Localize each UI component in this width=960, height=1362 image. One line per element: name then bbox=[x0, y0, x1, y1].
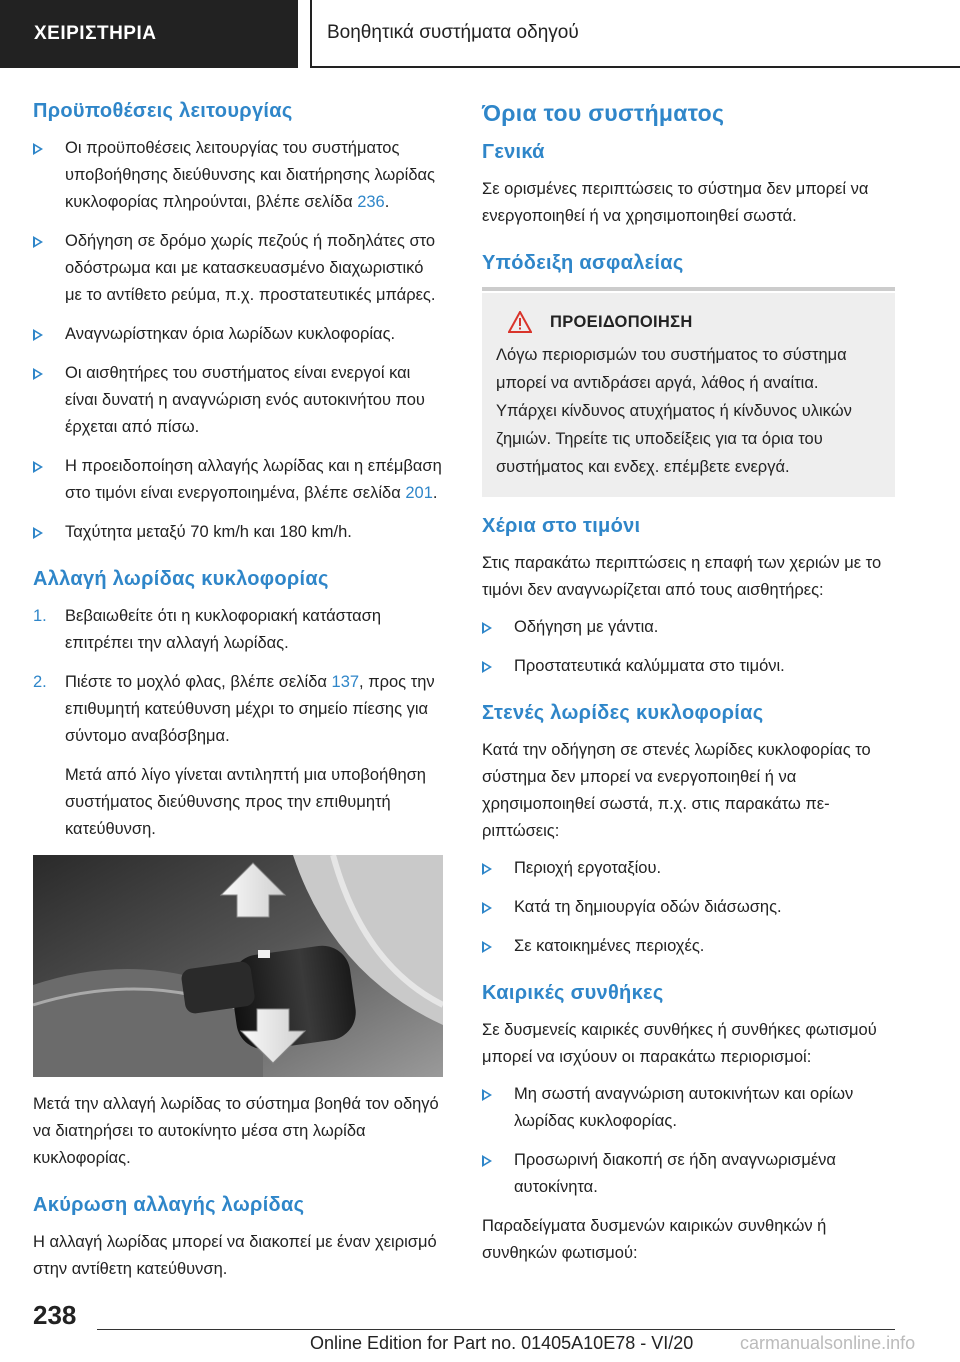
watermark-text: carmanualsonline.info bbox=[740, 1333, 916, 1353]
chapter-tab: ΧΕΙΡΙΣΤΗΡΙΑ bbox=[0, 0, 298, 68]
step-number: 2. bbox=[33, 673, 47, 691]
weather-examples-text: Παραδείγματα δυσμενών καιρικών συνθηκών ή συνθηκών φωτισμού: bbox=[482, 1217, 827, 1262]
list-item: Ταχύτητα μεταξύ 70 km/h και 180 km/h. bbox=[33, 519, 443, 546]
footer-rule bbox=[97, 1329, 895, 1330]
safety-heading: Υπόδειξη ασφαλείας bbox=[482, 252, 684, 274]
warning-header bbox=[496, 311, 881, 333]
warning-title: ΠΡΟΕΙΔΟΠΟΙΗΣΗ bbox=[550, 312, 693, 331]
warning-text: Λόγω περιορισμών του συστήματος το σύστημα μπορεί να αντιδράσει αργά, λάθος ή αναίτια. Υπάρχει κίνδυνος ατυχήματος ή κίνδυνος υλικών ζημιών. Τηρείτε τις υποδείξεις για τα όρια του συστήματος και ενδεχ. επέμβετε ενεργά. bbox=[496, 346, 852, 476]
triangle-bullet-icon bbox=[482, 1089, 492, 1101]
step-item: 1. Βεβαιωθείτε ότι η κυκλοφοριακή κατάσταση επιτρέπει την αλλαγή λωρίδας. bbox=[33, 603, 443, 657]
left-column bbox=[33, 100, 443, 1293]
triangle-bullet-icon bbox=[482, 622, 492, 634]
general-heading: Γενικά bbox=[482, 141, 545, 163]
cancel-heading: Ακύρωση αλλαγής λωρίδας bbox=[33, 1194, 305, 1216]
triangle-bullet-icon bbox=[33, 329, 43, 341]
list-item: Κατά τη δημιουργία οδών διάσωσης. bbox=[482, 894, 895, 921]
page-number: 238 bbox=[33, 1300, 77, 1330]
hands-list bbox=[482, 614, 895, 680]
triangle-bullet-icon bbox=[482, 1155, 492, 1167]
triangle-bullet-icon bbox=[33, 527, 43, 539]
page-link[interactable]: 137 bbox=[331, 673, 360, 691]
prereq-heading: Προϋποθέσεις λειτουργίας bbox=[33, 100, 293, 122]
page-link[interactable]: 201 bbox=[405, 484, 433, 502]
warning-box bbox=[482, 293, 895, 497]
step-follow-text: Μετά από λίγο γίνεται αντιληπτή μια υποβοήθηση συστήματος διεύθυνσης προς την επιθυμητή κατεύθυνση. bbox=[65, 766, 426, 838]
triangle-bullet-icon bbox=[33, 461, 43, 473]
list-item: Μη σωστή αναγνώριση αυτοκινήτων και ορίων λωρίδας κυκλοφορίας. bbox=[482, 1081, 895, 1135]
list-item: Περιοχή εργοταξίου. bbox=[482, 855, 895, 882]
list-item: Προσωρινή διακοπή σε ήδη αναγνωρισμένα αυτοκίνητα. bbox=[482, 1147, 895, 1201]
step-item: 2. Πιέστε το μοχλό φλας, βλέπε σελίδα 137, προς την επιθυμητή κατεύθυνση μέχρι το σημείο πίεσης για σύντομο αναβόσβημα. bbox=[33, 669, 443, 750]
warning-triangle-icon bbox=[508, 311, 532, 333]
weather-text: Σε δυσμενείς καιρικές συνθήκες ή συνθήκες φωτισμού μπορεί να ισχύουν οι παρακάτω περιορισμοί: bbox=[482, 1021, 877, 1066]
edition-text: Online Edition for Part no. 01405A10E78 - VI/20 bbox=[310, 1333, 694, 1353]
lane-change-steps bbox=[33, 603, 443, 750]
after-image-text: Μετά την αλλαγή λωρίδας το σύστημα βοηθά τον οδηγό να διατηρήσει το αυτοκίνητο μέσα στη λωρίδα κυκλοφορίας. bbox=[33, 1095, 439, 1167]
triangle-bullet-icon bbox=[33, 236, 43, 248]
list-item: Οι προϋποθέσεις λειτουργίας του συστήματος υποβοήθησης διεύθυνσης και διατήρησης λωρίδας κυκλοφορίας πληρούνται, βλέπε σελίδα 236. bbox=[33, 135, 443, 216]
narrow-text: Κατά την οδήγηση σε στενές λωρίδες κυκλοφορίας το σύστημα δεν μπορεί να ενεργοποιηθεί ή να χρησιμοποιηθεί σωστά, π.χ. στις παρακάτω περιπτώσεις: bbox=[482, 741, 871, 840]
narrow-heading: Στενές λωρίδες κυκλοφορίας bbox=[482, 702, 764, 724]
warning-top-bar bbox=[482, 287, 895, 291]
list-item: Οδήγηση σε δρόμο χωρίς πεζούς ή ποδηλάτες στο οδόστρωμα και με κατασκευασμένο διαχωριστικό με το αντίθετο ρεύμα, π.χ. προστατευτικές μπάρες. bbox=[33, 228, 443, 309]
triangle-bullet-icon bbox=[482, 863, 492, 875]
hands-heading: Χέρια στο τιμόνι bbox=[482, 515, 641, 537]
weather-list bbox=[482, 1081, 895, 1201]
list-item: Προστατευτικά καλύμματα στο τιμόνι. bbox=[482, 653, 895, 680]
page-header bbox=[0, 0, 960, 70]
hands-text: Στις παρακάτω περιπτώσεις η επαφή των χεριών με το τιμόνι δεν αναγνωρίζεται από τους αισθητήρες: bbox=[482, 554, 882, 599]
prereq-list bbox=[33, 135, 443, 546]
step-number: 1. bbox=[33, 607, 47, 625]
header-rule bbox=[310, 66, 960, 68]
list-item: Η προειδοποίηση αλλαγής λωρίδας και η επέμβαση στο τιμόνι είναι ενεργοποιημένα, βλέπε σελίδα 201. bbox=[33, 453, 443, 507]
weather-heading: Καιρικές συνθήκες bbox=[482, 982, 664, 1004]
triangle-bullet-icon bbox=[482, 902, 492, 914]
list-item: Οδήγηση με γάντια. bbox=[482, 614, 895, 641]
triangle-bullet-icon bbox=[33, 143, 43, 155]
right-column bbox=[482, 100, 895, 1277]
narrow-list bbox=[482, 855, 895, 960]
cancel-text: Η αλλαγή λωρίδας μπορεί να διακοπεί με έναν χειρισμό στην αντίθετη κατεύθυνση. bbox=[33, 1233, 437, 1278]
lane-change-heading: Αλλαγή λωρίδας κυκλοφορίας bbox=[33, 568, 329, 590]
section-title: Βοηθητικά συστήματα οδηγού bbox=[327, 22, 579, 43]
limits-heading: Όρια του συστήματος bbox=[482, 100, 725, 126]
triangle-bullet-icon bbox=[482, 941, 492, 953]
triangle-bullet-icon bbox=[482, 661, 492, 673]
list-item: Οι αισθητήρες του συστήματος είναι ενεργοί και είναι δυνατή η αναγνώριση ενός αυτοκινήτου που έρχεται από πίσω. bbox=[33, 360, 443, 441]
page-link[interactable]: 236 bbox=[357, 193, 385, 211]
list-item: Σε κατοικημένες περιοχές. bbox=[482, 933, 895, 960]
general-text: Σε ορισμένες περιπτώσεις το σύστημα δεν μπορεί να ενεργοποιηθεί ή να χρησιμοποιηθεί σωστά. bbox=[482, 180, 869, 225]
list-item: Αναγνωρίστηκαν όρια λωρίδων κυκλοφορίας. bbox=[33, 321, 443, 348]
turn-signal-lever-image bbox=[33, 855, 443, 1077]
triangle-bullet-icon bbox=[33, 368, 43, 380]
header-separator bbox=[310, 0, 312, 66]
